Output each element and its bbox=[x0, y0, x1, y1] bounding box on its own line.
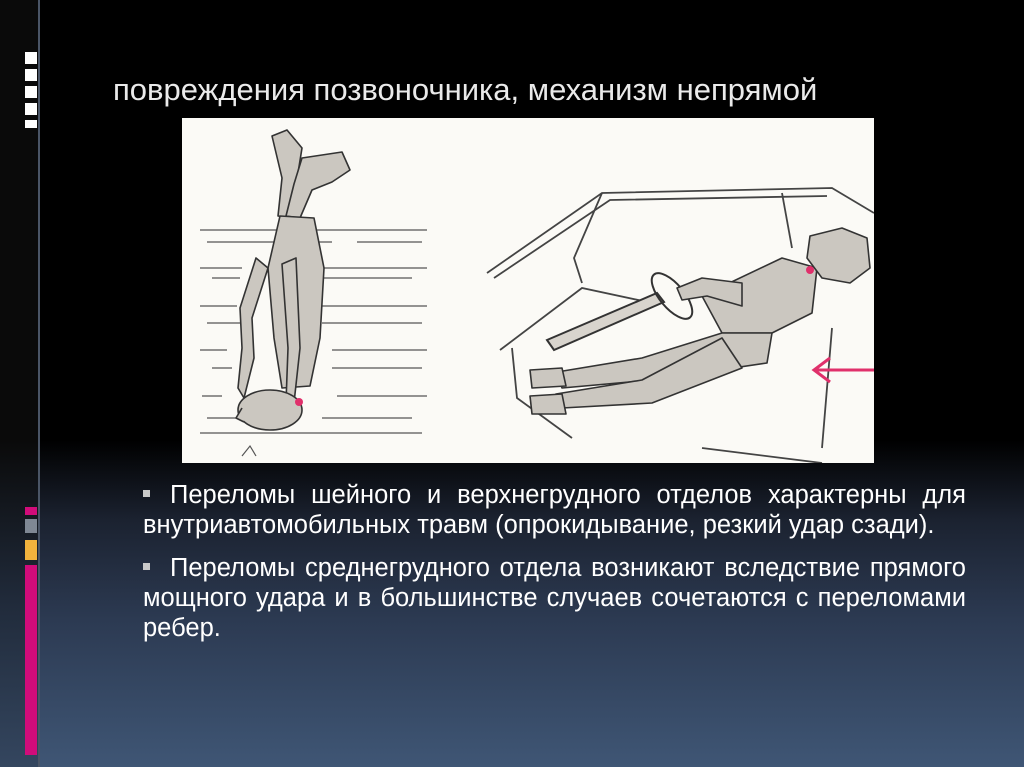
decor-bar bbox=[25, 52, 37, 64]
bullet-list bbox=[143, 480, 966, 656]
bullet-item bbox=[143, 553, 966, 643]
spine-injury-illustration bbox=[182, 118, 874, 463]
decor-bar bbox=[25, 86, 37, 98]
car-outline bbox=[487, 188, 874, 463]
injury-marker bbox=[295, 398, 303, 406]
bullet-icon bbox=[143, 490, 150, 497]
decor-bar bbox=[25, 69, 37, 81]
decor-bar bbox=[25, 103, 37, 115]
decor-bar bbox=[25, 565, 37, 755]
injury-marker bbox=[806, 266, 814, 274]
decor-bar bbox=[25, 507, 37, 515]
strip-divider bbox=[38, 0, 40, 767]
decor-bar bbox=[25, 519, 37, 533]
left-decor-strip bbox=[0, 0, 40, 767]
diver-figure bbox=[236, 130, 350, 430]
steering-column bbox=[547, 267, 699, 350]
impact-arrow bbox=[814, 358, 874, 382]
bullet-text: Переломы шейного и верхнегрудного отделов характерны для внутриавтомобильных травм (опрокидывание, резкий удар сзади). bbox=[143, 481, 966, 539]
bullet-text: Переломы среднегрудного отдела возникают вследствие прямого мощного удара и в большинстве случаев сочетаются с переломами ребер. bbox=[143, 554, 966, 642]
slide-title: повреждения позвоночника, механизм непрямой bbox=[113, 72, 818, 107]
bullet-icon bbox=[143, 563, 150, 570]
bullet-item bbox=[143, 480, 966, 540]
decor-bar bbox=[25, 540, 37, 560]
decor-bar bbox=[25, 120, 37, 128]
driver-figure bbox=[530, 228, 870, 414]
